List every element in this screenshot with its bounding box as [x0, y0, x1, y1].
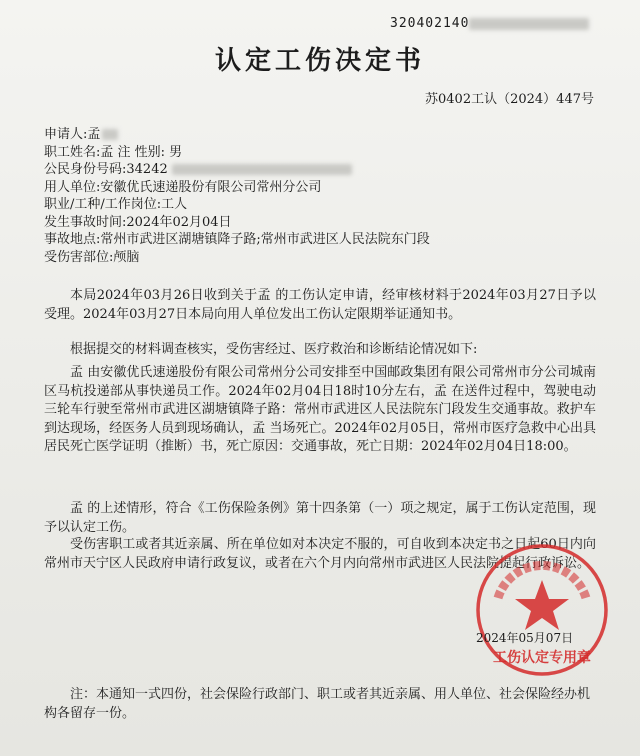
field-injury-part: 受伤害部位:颅脑: [44, 249, 140, 265]
redacted-block: [469, 18, 589, 30]
redacted-block: [102, 129, 118, 140]
serial-number: 320402140: [390, 16, 470, 31]
field-accident-location: 事故地点:常州市武进区湖塘镇降子路;常州市武进区人民法院东门段: [44, 232, 430, 247]
redacted-block: [172, 164, 352, 175]
field-employer: 用人单位:安徽优氏速递股份有限公司常州分公司: [44, 179, 322, 195]
field-worker-name: 职工姓名:孟 注 性别: 男: [44, 144, 183, 160]
case-fields: [44, 126, 604, 266]
paragraph-decision: 孟 的上述情形，符合《工伤保险条例》第十四条第（一）项之规定，属于工伤认定范围，现予以认定工伤。: [44, 501, 596, 535]
document-serial: [390, 16, 589, 31]
issue-date: 2024年05月07日: [476, 631, 574, 645]
field-occupation: 职业/工种/工作岗位:工人: [44, 197, 188, 212]
document-title: 认定工伤决定书: [214, 46, 425, 76]
field-id-number: 公民身份号码:34242: [44, 161, 604, 179]
document-number: 苏0402工认（2024）447号: [425, 92, 594, 107]
official-seal-icon: [472, 540, 612, 680]
field-accident-time: 发生事故时间:2024年02月04日: [44, 214, 232, 230]
paragraph-appeal: 受伤害职工或者其近亲属、所在单位如对本决定不服的，可自收到本决定书之日起60日内向常州市天宁区人民政府申请行政复议，或者在六个月内向常州市武进区人民法院提起行政诉讼。: [44, 537, 596, 571]
paragraph-acceptance: 本局2024年03月26日收到关于孟 的工伤认定申请，经审核材料于2024年03月27日予以受理。2024年03月27日本局向用人单位发出工伤认定限期举证通知书。: [44, 288, 596, 322]
distribution-note: 注：本通知一式四份，社会保险行政部门、职工或者其近亲属、用人单位、社会保险经办机构各留存一份。: [44, 687, 591, 721]
seal-bottom-text: 工伤认定专用章: [493, 650, 591, 666]
paragraph-investigation: 根据提交的材料调查核实，受伤害经过、医疗救治和诊断结论情况如下:: [70, 342, 478, 357]
paragraph-facts: 孟 由安徽优氏速递股份有限公司常州分公司安排至中国邮政集团有限公司常州市分公司城南区马杭投递部从事快递员工作。2024年02月04日18时10分左右，孟 在送件过程中，驾驶电动三轮车行驶至常州市武进区湖塘镇降子路：常州市武进区人民法院东门段发生交通事故。救护车到达现场，经医务人员到现场确认，孟 当场死亡。2024年02月05日，常州市医疗急救中心出具居民死亡医学证明（推断）书，死亡原因：交通事故，死亡日期：2024年02月04日18:00。: [44, 365, 596, 454]
field-applicant: 申请人:孟: [44, 126, 604, 144]
